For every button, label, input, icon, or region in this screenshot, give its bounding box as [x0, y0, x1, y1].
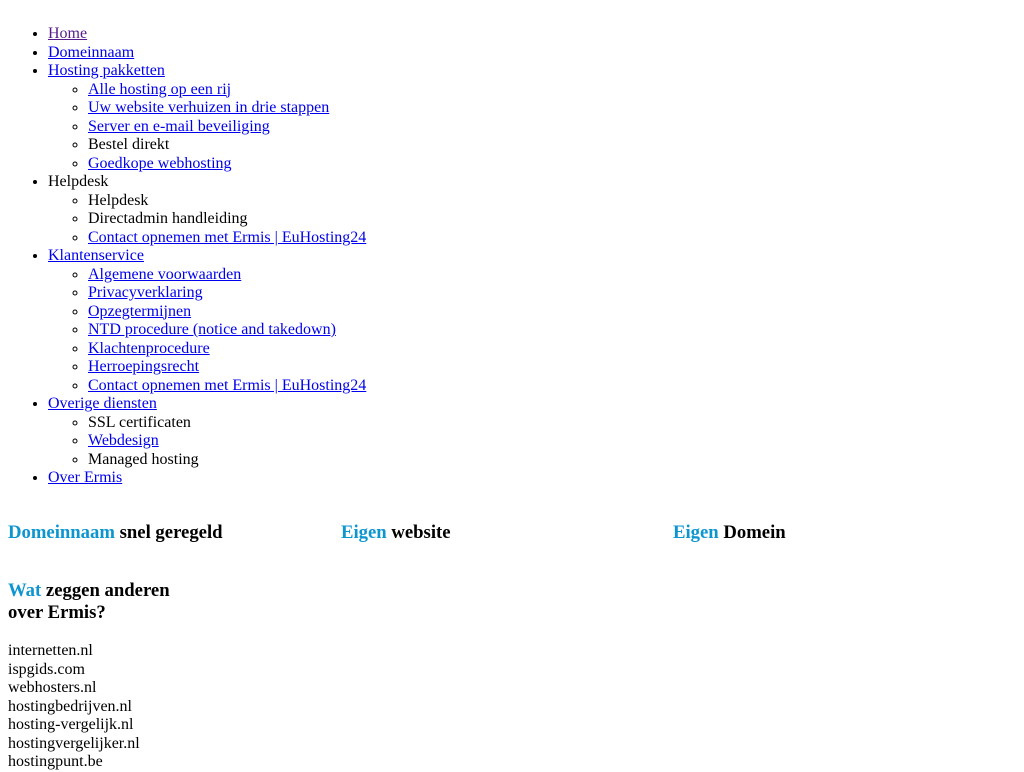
submenu-item-contact-opnemen-met-ermis-euhosting24[interactable] [88, 377, 366, 396]
reviews-heading-rest-2: over Ermis? [8, 601, 106, 623]
submenu-item-herroepingsrecht[interactable] [88, 358, 366, 377]
feature-own-domain-rest: Domein [718, 522, 786, 543]
reviews-heading-rest-1: zeggen anderen [41, 580, 170, 601]
submenu-label-bestel-direkt: Bestel direkt [88, 136, 170, 153]
submenu-link-goedkope-webhosting[interactable]: Goedkope webhosting [88, 154, 232, 172]
menu-link-home[interactable]: Home [48, 25, 88, 42]
submenu-item-managed-hosting [88, 451, 366, 470]
submenu-item-bestel-direkt [88, 136, 366, 155]
submenu-link-alle-hosting-op-een-rij[interactable]: Alle hosting op een rij [88, 80, 232, 98]
menu-link-domeinnaam[interactable]: Domeinnaam [48, 43, 135, 61]
submenu-link-klachtenprocedure[interactable]: Klachtenprocedure [88, 339, 210, 357]
feature-domain-rest: snel geregeld [114, 522, 223, 543]
submenu-label-ssl-certificaten: SSL certificaten [88, 413, 191, 431]
review-site-item: ispgids.com [8, 660, 85, 678]
menu-link-over-ermis[interactable]: Over Ermis [48, 469, 123, 486]
submenu-item-contact-opnemen-met-ermis-euhosting24[interactable] [88, 229, 366, 248]
submenu-link-contact-opnemen-met-ermis-euhosting24[interactable]: Contact opnemen met Ermis | EuHosting24 [88, 228, 367, 246]
menu-label-helpdesk: Helpdesk [48, 173, 109, 190]
review-site-item: hosting-vergelijk.nl [8, 716, 134, 733]
submenu-label-directadmin-handleiding: Directadmin handleiding [88, 210, 248, 227]
submenu-item-goedkope-webhosting[interactable] [88, 155, 366, 174]
submenu-label-managed-hosting: Managed hosting [88, 450, 199, 468]
submenu-item-helpdesk [88, 192, 366, 211]
submenu-item-algemene-voorwaarden[interactable] [88, 266, 366, 285]
review-site-item: webhosters.nl [8, 679, 97, 696]
submenu-item-privacyverklaring[interactable] [88, 284, 366, 303]
menu-link-klantenservice[interactable]: Klantenservice [48, 247, 144, 264]
submenu-link-ntd-procedure-notice-and-takedown[interactable]: NTD procedure (notice and takedown) [88, 321, 336, 338]
feature-domain-heading [8, 522, 223, 544]
review-site-item: hostingpunt.be [8, 753, 103, 770]
menu-item-helpdesk [48, 173, 366, 247]
menu-item-domeinnaam[interactable] [48, 44, 366, 63]
submenu-item-ssl-certificaten [88, 414, 366, 433]
submenu-overige-diensten [48, 414, 366, 470]
submenu-link-algemene-voorwaarden[interactable]: Algemene voorwaarden [88, 265, 242, 283]
feature-website-accent: Eigen [341, 522, 387, 543]
submenu-link-herroepingsrecht[interactable]: Herroepingsrecht [88, 358, 200, 375]
submenu-link-opzegtermijnen[interactable]: Opzegtermijnen [88, 302, 192, 320]
feature-own-domain-accent: Eigen [673, 522, 719, 543]
submenu-item-klachtenprocedure[interactable] [88, 340, 366, 359]
feature-website-heading [341, 522, 451, 544]
feature-domain-accent: Domeinnaam [8, 522, 115, 543]
menu-item-klantenservice[interactable] [48, 247, 366, 395]
menu-item-home[interactable] [48, 25, 366, 44]
submenu-item-directadmin-handleiding [88, 210, 366, 229]
submenu-label-helpdesk: Helpdesk [88, 191, 149, 209]
review-sites-list [8, 642, 140, 772]
submenu-klantenservice [48, 266, 366, 396]
submenu-helpdesk [48, 192, 366, 248]
review-site-item: hostingbedrijven.nl [8, 697, 132, 715]
submenu-link-contact-opnemen-met-ermis-euhosting24[interactable]: Contact opnemen met Ermis | EuHosting24 [88, 376, 367, 394]
submenu-item-alle-hosting-op-een-rij[interactable] [88, 81, 366, 100]
feature-website-rest: website [386, 522, 451, 543]
submenu-item-webdesign[interactable] [88, 432, 366, 451]
feature-own-domain-heading [673, 522, 786, 544]
menu-link-hosting-pakketten[interactable]: Hosting pakketten [48, 62, 165, 79]
reviews-heading [8, 580, 170, 623]
main-menu [8, 25, 366, 488]
menu-item-hosting-pakketten[interactable] [48, 62, 366, 173]
submenu-item-uw-website-verhuizen-in-drie-stappen[interactable] [88, 99, 366, 118]
reviews-heading-accent: Wat [8, 580, 42, 601]
review-site-item: internetten.nl [8, 642, 93, 659]
submenu-item-server-en-e-mail-beveiliging[interactable] [88, 118, 366, 137]
submenu-item-ntd-procedure-notice-and-takedown[interactable] [88, 321, 366, 340]
submenu-link-privacyverklaring[interactable]: Privacyverklaring [88, 284, 203, 301]
menu-item-over-ermis[interactable] [48, 469, 366, 488]
menu-item-overige-diensten[interactable] [48, 395, 366, 469]
submenu-link-server-en-e-mail-beveiliging[interactable]: Server en e-mail beveiliging [88, 117, 270, 135]
review-site-item: hostingvergelijker.nl [8, 734, 140, 752]
submenu-link-webdesign[interactable]: Webdesign [88, 432, 159, 449]
menu-link-overige-diensten[interactable]: Overige diensten [48, 395, 157, 412]
submenu-item-opzegtermijnen[interactable] [88, 303, 366, 322]
submenu-link-uw-website-verhuizen-in-drie-stappen[interactable]: Uw website verhuizen in drie stappen [88, 99, 330, 116]
submenu-hosting-pakketten [48, 81, 366, 174]
